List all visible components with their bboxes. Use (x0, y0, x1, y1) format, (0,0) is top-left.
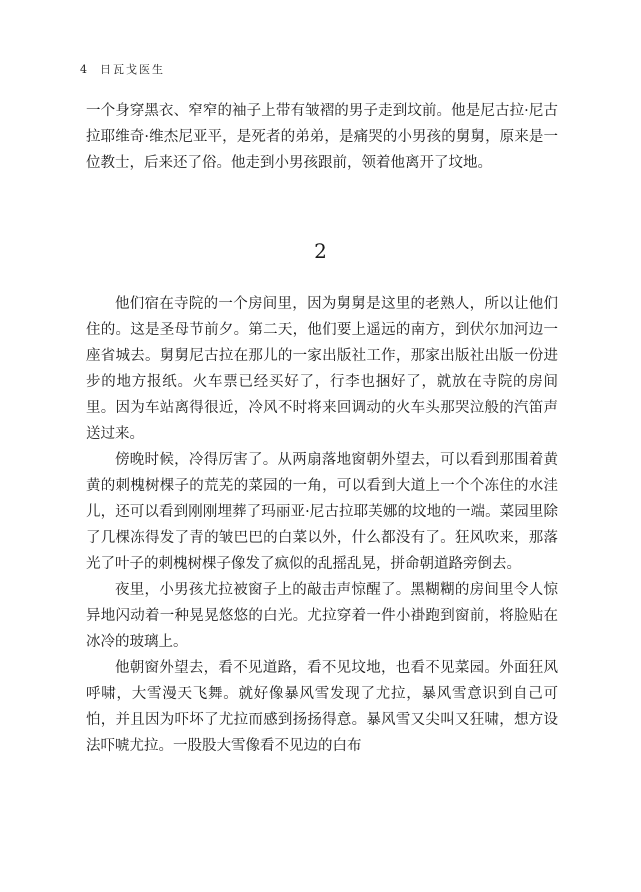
book-title: 日瓦戈医生 (100, 63, 165, 76)
page-number: 4 (80, 63, 89, 76)
paragraph: 他们宿在寺院的一个房间里，因为舅舅是这里的老熟人，所以让他们住的。这是圣母节前夕。第二天，他们要上遥远的南方，到伏尔加河边一座省城去。舅舅尼古拉在那儿的一家出版社工作，那家出版社出版一份进步的地方报纸。火车票已经买好了，行李也捆好了，就放在寺院的房间里。因为车站离得很近，冷风不时将来回调动的火车头那哭泣般的汽笛声送过来。 (86, 296, 558, 442)
paragraph: 傍晚时候，冷得厉害了。从两扇落地窗朝外望去，可以看到那围着黄黄的刺槐树棵子的荒芜的菜园的一角，可以看到大道上一个个冻住的水洼儿，还可以看到刚刚埋葬了玛丽亚·尼古拉耶芙娜的坟地的一端。菜园里除了几棵冻得发了青的皱巴巴的白菜以外，什么都没有了。狂风吹来，那落光了叶子的刺槐树棵子像发了疯似的乱摇乱晃，拼命朝道路旁倒去。 (86, 452, 558, 572)
paragraph: 他朝窗外望去，看不见道路，看不见坟地，也看不见菜园。外面狂风呼啸，大雪漫天飞舞。就好像暴风雪发现了尤拉，暴风雪意识到自己可怕，并且因为吓坏了尤拉而感到扬扬得意。暴风雪又尖叫又狂啸，想方设法吓唬尤拉。一股股大雪像看不见边的白布 (86, 660, 558, 754)
paragraph: 一个身穿黑衣、窄窄的袖子上带有皱褶的男子走到坟前。他是尼古拉·尼古拉耶维奇·维杰尼亚平，是死者的弟弟，是痛哭的小男孩的舅舅，原来是一位教士，后来还了俗。他走到小男孩跟前，领着他离开了坟地。 (86, 103, 558, 171)
chapter-number: 2 (314, 239, 327, 263)
paragraph: 夜里，小男孩尤拉被窗子上的敲击声惊醒了。黑糊糊的房间里令人惊异地闪动着一种晃晃悠悠的白光。尤拉穿着一件小褂跑到窗前，将脸贴在冰冷的玻璃上。 (86, 582, 558, 650)
chapter-body (86, 291, 558, 759)
running-header (80, 63, 165, 77)
previous-chapter-text (86, 98, 558, 176)
